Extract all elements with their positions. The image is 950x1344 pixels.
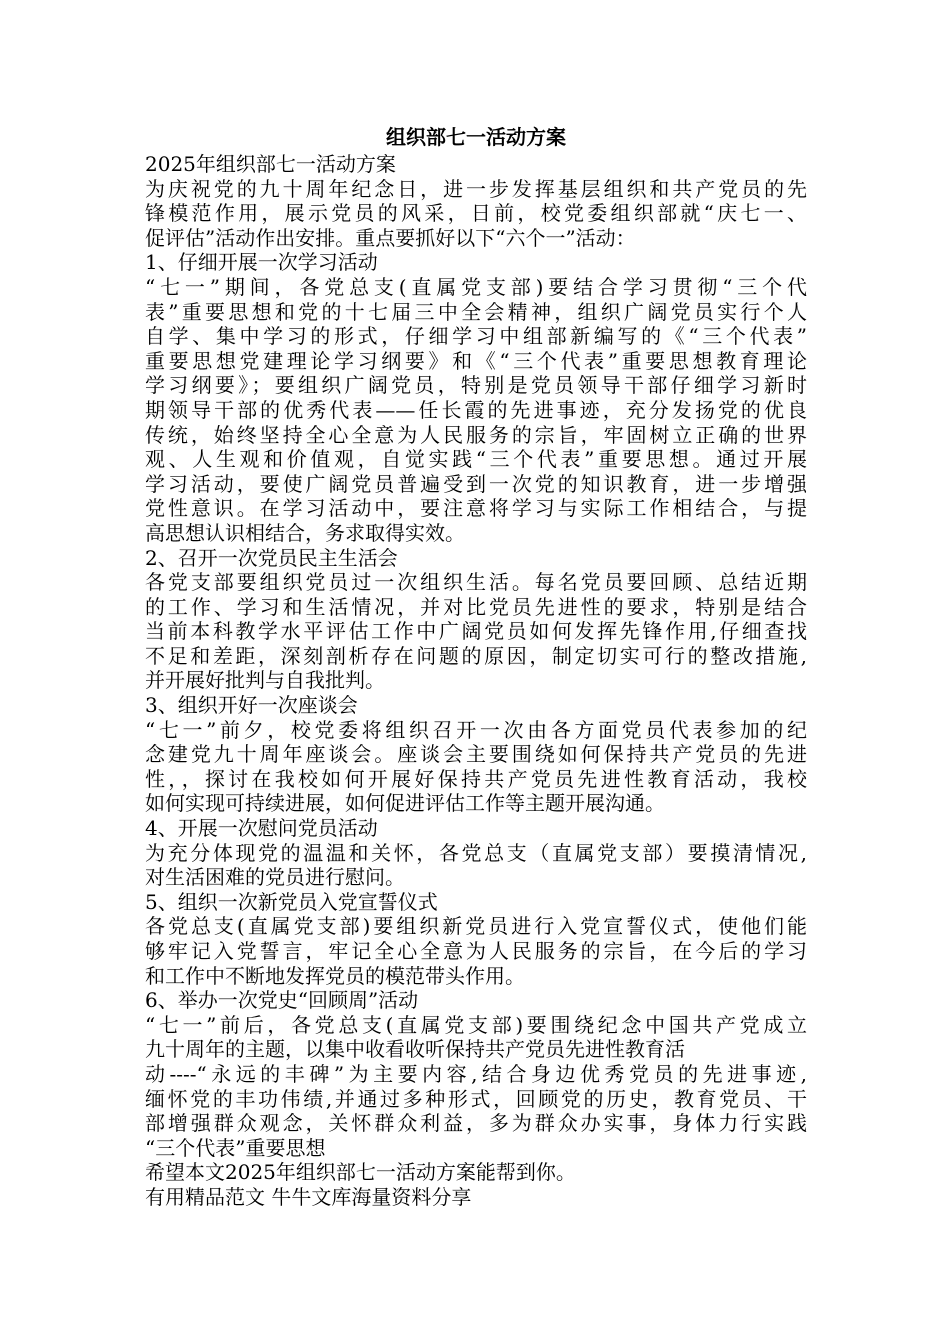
paragraph-line: 学习活动，要使广阔党员普遍受到一次党的知识教育，进一步增强 — [145, 471, 807, 496]
footer-text: 有用精品范文 牛牛文库海量资料分享 — [145, 1184, 472, 1209]
section-5 — [145, 890, 807, 988]
paragraph-line: 高思想认识相结合，务求取得实效。 — [145, 520, 465, 545]
paragraph-line: 缅怀党的丰功伟绩,并通过多种形式，回顾党的历史，教育党员、干 — [145, 1086, 807, 1111]
section-4 — [145, 816, 807, 890]
paragraph-line: 部增强群众观念，关怀群众利益，多为群众办实事，身体力行实践 — [145, 1111, 807, 1136]
paragraph-line: 如何实现可持续进展，如何促进评估工作等主题开展沟通。 — [145, 791, 665, 816]
paragraph-line: 期领导干部的优秀代表——任长霞的先进事迹，充分发扬党的优良 — [145, 397, 807, 422]
paragraph-line: 各党总支(直属党支部)要组织新党员进行入党宣誓仪式，使他们能 — [145, 914, 807, 939]
section-heading: 3、组织开好一次座谈会 — [145, 693, 358, 718]
closing-text: 希望本文2025年组织部七一活动方案能帮到你。 — [145, 1160, 576, 1185]
section-heading: 1、仔细开展一次学习活动 — [145, 250, 378, 275]
paragraph-line: 不足和差距，深刻剖析存在问题的原因，制定切实可行的整改措施, — [145, 643, 807, 668]
intro-line: 锋模范作用，展示党员的风采，日前，校党委组织部就“庆七一、 — [145, 201, 807, 226]
section-heading: 6、举办一次党史“回顾周”活动 — [145, 988, 419, 1013]
paragraph-line: 为充分体现党的温温和关怀，各党总支（直属党支部）要摸清情况, — [145, 840, 807, 865]
document-page — [145, 122, 807, 1210]
paragraph-line: 够牢记入党誓言，牢记全心全意为人民服务的宗旨，在今后的学习 — [145, 939, 807, 963]
paragraph-line: 观、人生观和价值观，自觉实践“三个代表”重要思想。通过开展 — [145, 447, 807, 472]
paragraph-line: 和工作中不断地发挥党员的模范带头作用。 — [145, 963, 525, 988]
intro-paragraph — [145, 177, 807, 251]
paragraph-line: “七一”前夕，校党委将组织召开一次由各方面党员代表参加的纪 — [145, 717, 807, 742]
paragraph-line: 念建党九十周年座谈会。座谈会主要围绕如何保持共产党员的先进 — [145, 742, 807, 767]
paragraph-line: “七一”前后，各党总支(直属党支部)要围绕纪念中国共产党成立 — [145, 1012, 807, 1037]
paragraph-line: 传统，始终坚持全心全意为人民服务的宗旨，牢固树立正确的世界 — [145, 422, 807, 447]
paragraph-line: 动----“永远的丰碑”为主要内容,结合身边优秀党员的先进事迹, — [145, 1061, 807, 1086]
section-2 — [145, 546, 807, 694]
section-heading: 5、组织一次新党员入党宣誓仪式 — [145, 889, 438, 914]
paragraph-line: 对生活困难的党员进行慰问。 — [145, 865, 405, 890]
paragraph-line: 各党支部要组织党员过一次组织生活。每名党员要回顾、总结近期 — [145, 570, 807, 595]
section-1 — [145, 250, 807, 545]
paragraph-line: “七一”期间，各党总支(直属党支部)要结合学习贯彻“三个代 — [145, 274, 807, 299]
paragraph-line: 九十周年的主题，以集中收看收听保持共产党员先进性教育活 — [145, 1037, 685, 1062]
paragraph-line: 重要思想党建理论学习纲要》和《“三个代表”重要思想教育理论 — [145, 348, 807, 373]
paragraph-line: 自学、集中学习的形式，仔细学习中组部新编写的《“三个代表” — [145, 324, 807, 349]
paragraph-line: “三个代表”重要思想 — [145, 1135, 326, 1160]
paragraph-line: 并开展好批判与自我批判。 — [145, 668, 385, 693]
section-heading: 4、开展一次慰问党员活动 — [145, 816, 378, 841]
section-6 — [145, 988, 807, 1160]
paragraph-line: 党性意识。在学习活动中，要注意将学习与实际工作相结合，与提 — [145, 496, 807, 521]
document-title: 组织部七一活动方案 — [386, 125, 566, 149]
section-heading: 2、召开一次党员民主生活会 — [145, 545, 398, 570]
paragraph-line: 学习纲要》；要组织广阔党员，特别是党员领导干部仔细学习新时 — [145, 373, 807, 398]
intro-line: 为庆祝党的九十周年纪念日，进一步发挥基层组织和共产党员的先 — [145, 176, 807, 201]
paragraph-line: 表”重要思想和党的十七届三中全会精神，组织广阔党员实行个人 — [145, 299, 807, 324]
paragraph-line: 性，，探讨在我校如何开展好保持共产党员先进性教育活动，我校 — [145, 766, 807, 791]
intro-line: 促评估”活动作出安排。重点要抓好以下“六个一”活动： — [145, 225, 636, 250]
paragraph-line: 的工作、学习和生活情况，并对比党员先进性的要求，特别是结合 — [145, 594, 807, 619]
document-subtitle: 2025年组织部七一活动方案 — [145, 152, 396, 176]
paragraph-line: 当前本科教学水平评估工作中广阔党员如何发挥先锋作用,仔细查找 — [145, 619, 807, 644]
section-3 — [145, 693, 807, 816]
